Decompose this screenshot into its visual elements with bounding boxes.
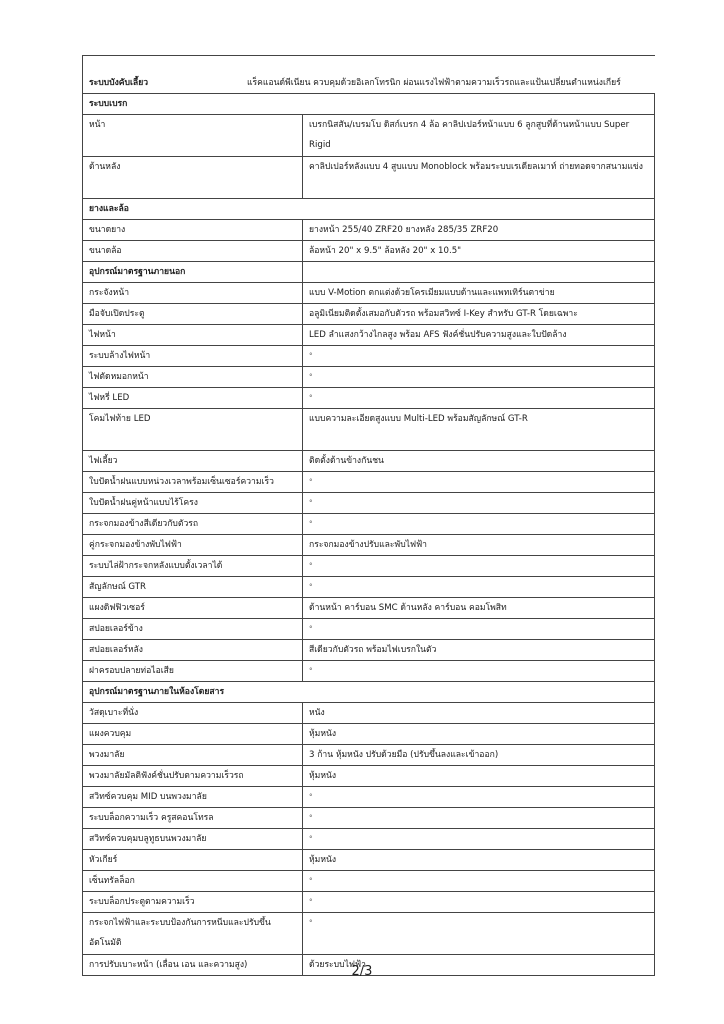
table-row bbox=[83, 556, 655, 577]
spec-label: แผงดิฟฟิวเซอร์ bbox=[83, 598, 303, 619]
spec-value: กระจกมองข้างปรับและพับไฟฟ้า bbox=[303, 535, 655, 556]
table-row bbox=[83, 241, 655, 262]
table-row bbox=[83, 619, 655, 640]
spec-label: ระบบไล่ฝ้ากระจกหลังแบบตั้งเวลาได้ bbox=[83, 556, 303, 577]
spec-value: เบรกนิสสัน/เบรมโบ ดิสก์เบรก 4 ล้อ คาลิปเปอร์หน้าแบบ 6 ลูกสูบที่ด้านหน้าแบบ Super Rigid bbox=[303, 115, 655, 157]
spec-label: การปรับเบาะหน้า (เลื่อน เอน และความสูง) bbox=[83, 955, 303, 976]
section-title: ระบบเบรก bbox=[83, 94, 655, 115]
table-row bbox=[83, 598, 655, 619]
spec-value: ล้อหน้า 20" x 9.5" ล้อหลัง 20" x 10.5" bbox=[303, 241, 655, 262]
spec-label: มือจับเปิดประตู bbox=[83, 304, 303, 325]
spec-label: ไฟหรี่ LED bbox=[83, 388, 303, 409]
spec-label: สปอยเลอร์ข้าง bbox=[83, 619, 303, 640]
table-row bbox=[83, 514, 655, 535]
spec-label: ด้านหลัง bbox=[83, 157, 303, 199]
section-header-row bbox=[83, 94, 655, 115]
table-row bbox=[83, 157, 655, 199]
table-row bbox=[83, 451, 655, 472]
spec-label: ขนาดยาง bbox=[83, 220, 303, 241]
table-row bbox=[83, 409, 655, 451]
table-row bbox=[83, 367, 655, 388]
spec-label: ขนาดล้อ bbox=[83, 241, 303, 262]
section-title: อุปกรณ์มาตรฐานภายนอก bbox=[83, 262, 303, 283]
table-row bbox=[83, 787, 655, 808]
table-row bbox=[83, 535, 655, 556]
table-row bbox=[83, 283, 655, 304]
spec-value: ยางหน้า 255/40 ZRF20 ยางหลัง 285/35 ZRF20 bbox=[303, 220, 655, 241]
spec-value: หนัง bbox=[303, 703, 655, 724]
spec-value: ด้านหน้า คาร์บอน SMC ด้านหลัง คาร์บอน คอมโพสิท bbox=[303, 598, 655, 619]
table-row bbox=[83, 703, 655, 724]
table-row bbox=[83, 724, 655, 745]
steering-system-cell bbox=[83, 56, 655, 94]
standard-bullet: ° bbox=[303, 577, 655, 598]
steering-system-label: ระบบบังคับเลี้ยว bbox=[89, 78, 149, 88]
spec-label: ระบบล็อกความเร็ว ครูสคอนโทรล bbox=[83, 808, 303, 829]
steering-system-row bbox=[83, 56, 655, 94]
spec-label: วัสดุเบาะที่นั่ง bbox=[83, 703, 303, 724]
standard-bullet: ° bbox=[303, 787, 655, 808]
specification-table bbox=[82, 55, 655, 976]
standard-bullet: ° bbox=[303, 514, 655, 535]
spec-label: พวงมาลัยมัลติฟังค์ชั่นปรับตามความเร็วรถ bbox=[83, 766, 303, 787]
table-row bbox=[83, 745, 655, 766]
table-row bbox=[83, 388, 655, 409]
spec-label: หน้า bbox=[83, 115, 303, 157]
table-row bbox=[83, 220, 655, 241]
table-row bbox=[83, 115, 655, 157]
spec-label: สปอยเลอร์หลัง bbox=[83, 640, 303, 661]
table-row bbox=[83, 661, 655, 682]
standard-bullet: ° bbox=[303, 871, 655, 892]
table-row bbox=[83, 871, 655, 892]
spec-value: หุ้มหนัง bbox=[303, 766, 655, 787]
standard-bullet: ° bbox=[303, 661, 655, 682]
spec-label: สวิทซ์ควบคุมบลูทูธบนพวงมาลัย bbox=[83, 829, 303, 850]
spec-label: พวงมาลัย bbox=[83, 745, 303, 766]
spec-label: ระบบล็อกประตูตามความเร็ว bbox=[83, 892, 303, 913]
spec-label: ฝาครอบปลายท่อไอเสีย bbox=[83, 661, 303, 682]
standard-bullet: ° bbox=[303, 556, 655, 577]
standard-bullet: ° bbox=[303, 367, 655, 388]
spec-label: แผงควบคุม bbox=[83, 724, 303, 745]
spec-label: เซ็นทรัลล็อก bbox=[83, 871, 303, 892]
spec-label: สวิทซ์ควบคุม MID บนพวงมาลัย bbox=[83, 787, 303, 808]
spec-label: ระบบล้างไฟหน้า bbox=[83, 346, 303, 367]
section-header-row bbox=[83, 199, 655, 220]
spec-label: ใบปัดน้ำฝนคู่หน้าแบบไร้โครง bbox=[83, 493, 303, 514]
spec-value: คาลิปเปอร์หลังแบบ 4 สูบแบบ Monoblock พร้อมระบบเรเดียลเมาท์ ถ่ายทอดจากสนามแข่ง bbox=[303, 157, 655, 199]
specification-table-body bbox=[83, 56, 655, 976]
spec-label: ไฟหน้า bbox=[83, 325, 303, 346]
standard-bullet: ° bbox=[303, 892, 655, 913]
standard-bullet: ° bbox=[303, 388, 655, 409]
spec-value: LED ลำแสงกว้างไกลสูง พร้อม AFS ฟังค์ชั่นปรับความสูงและใบปัดล้าง bbox=[303, 325, 655, 346]
spec-label: ไฟเลี้ยว bbox=[83, 451, 303, 472]
table-row bbox=[83, 325, 655, 346]
spec-label: โคมไฟท้าย LED bbox=[83, 409, 303, 451]
spec-value: แบบความละเอียดสูงแบบ Multi-LED พร้อมสัญลักษณ์ GT-R bbox=[303, 409, 655, 451]
section-empty-cell bbox=[303, 262, 655, 283]
table-row bbox=[83, 472, 655, 493]
table-row bbox=[83, 577, 655, 598]
spec-label: กระจกมองข้างสีเดียวกับตัวรถ bbox=[83, 514, 303, 535]
table-row bbox=[83, 493, 655, 514]
spec-label: กระจกไฟฟ้าและระบบป้องกันการหนีบและปรับขึ้นอัตโนมัติ bbox=[83, 913, 303, 955]
spec-value: หุ้มหนัง bbox=[303, 850, 655, 871]
standard-bullet: ° bbox=[303, 493, 655, 514]
spec-value: ด้วยระบบไฟฟ้า bbox=[303, 955, 655, 976]
page-number: 2/3 bbox=[351, 964, 373, 979]
table-row bbox=[83, 913, 655, 955]
spec-label: ไฟตัดหมอกหน้า bbox=[83, 367, 303, 388]
spec-value: อลูมิเนียมติดตั้งเสมอกับตัวรถ พร้อมสวิทซ์ I-Key สำหรับ GT-R โดยเฉพาะ bbox=[303, 304, 655, 325]
table-row bbox=[83, 850, 655, 871]
spec-value: ติดตั้งด้านข้างกันชน bbox=[303, 451, 655, 472]
spec-label: ใบปัดน้ำฝนแบบหน่วงเวลาพร้อมเซ็นเซอร์ความเร็ว bbox=[83, 472, 303, 493]
steering-system-value: แร็คแอนด์พีเนียน ควบคุมด้วยอิเลกโทรนิก ผ่อนแรงไฟฟ้าตามความเร็วรถและแป้นเปลี่ยนตำแหน่งเกียร์ bbox=[247, 78, 621, 88]
standard-bullet: ° bbox=[303, 472, 655, 493]
spec-value: หุ้มหนัง bbox=[303, 724, 655, 745]
table-row bbox=[83, 640, 655, 661]
standard-bullet: ° bbox=[303, 913, 655, 955]
spec-label: คู่กระจกมองข้างพับไฟฟ้า bbox=[83, 535, 303, 556]
section-title: ยางและล้อ bbox=[83, 199, 655, 220]
section-header-row bbox=[83, 682, 655, 703]
standard-bullet: ° bbox=[303, 808, 655, 829]
table-row bbox=[83, 304, 655, 325]
standard-bullet: ° bbox=[303, 346, 655, 367]
table-row bbox=[83, 829, 655, 850]
spec-value: แบบ V-Motion ตกแต่งด้วยโครเมียมแบบด้านและแพทเทิร์นตาข่าย bbox=[303, 283, 655, 304]
table-row bbox=[83, 808, 655, 829]
section-title: อุปกรณ์มาตรฐานภายในห้องโดยสาร bbox=[83, 682, 655, 703]
spec-label: สัญลักษณ์ GTR bbox=[83, 577, 303, 598]
table-row bbox=[83, 766, 655, 787]
spec-label: หัวเกียร์ bbox=[83, 850, 303, 871]
section-header-row bbox=[83, 262, 655, 283]
spec-label: กระจังหน้า bbox=[83, 283, 303, 304]
spec-value: 3 ก้าน หุ้มหนัง ปรับด้วยมือ (ปรับขึ้นลงและเข้าออก) bbox=[303, 745, 655, 766]
table-row bbox=[83, 892, 655, 913]
standard-bullet: ° bbox=[303, 829, 655, 850]
standard-bullet: ° bbox=[303, 619, 655, 640]
table-row bbox=[83, 346, 655, 367]
spec-value: สีเดียวกับตัวรถ พร้อมไฟเบรกในตัว bbox=[303, 640, 655, 661]
